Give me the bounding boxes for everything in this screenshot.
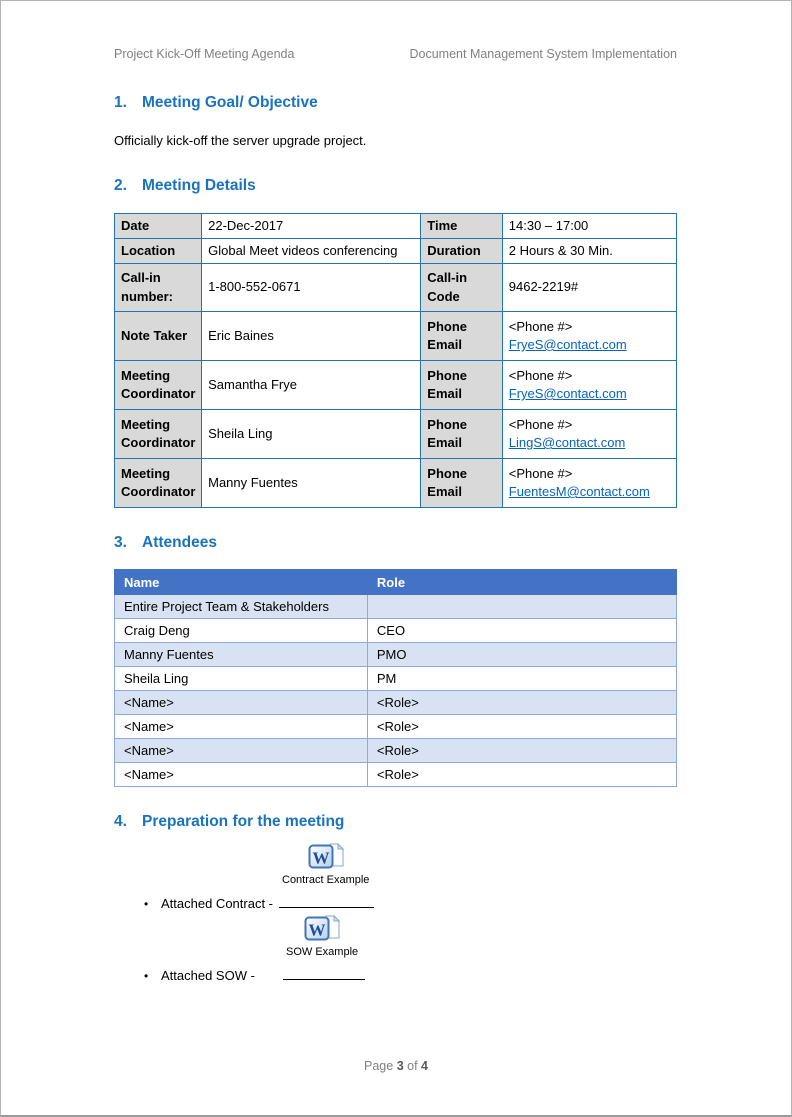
attendee-name: <Name> [115,763,368,787]
detail-value: Global Meet videos conferencing [202,239,421,264]
section-heading-details [114,177,677,195]
table-row [115,459,677,508]
contact-cell [502,312,676,361]
attendee-role [367,595,676,619]
list-item-text: Attached Contract - [161,896,273,911]
table-row [115,214,677,239]
table-row [115,667,677,691]
attendee-role: PMO [367,643,676,667]
contact-cell [502,459,676,508]
contact-cell [502,410,676,459]
attendee-role: <Role> [367,691,676,715]
detail-label: Time [421,214,502,239]
table-row [115,312,677,361]
header-left-title: Project Kick-Off Meeting Agenda [114,47,295,61]
column-header-role: Role [367,570,676,595]
phone-placeholder: <Phone #> [508,465,573,481]
bullet-marker: • [144,969,149,983]
page-header [114,1,677,61]
attendee-name: Entire Project Team & Stakeholders [115,595,368,619]
detail-label: Phone Email [421,459,502,508]
table-header-row [115,570,677,595]
footer-total-pages: 4 [421,1059,428,1073]
attendee-role: PM [367,667,676,691]
phone-placeholder: <Phone #> [508,416,573,432]
section-number: 2. [114,177,127,194]
table-row [115,361,677,410]
attendee-name: Manny Fuentes [115,643,368,667]
attachment-contract[interactable] [282,841,369,886]
column-header-name: Name [115,570,368,595]
footer-page-number: 3 [396,1059,404,1073]
table-row [115,763,677,787]
table-row [115,239,677,264]
detail-label: Duration [421,239,502,264]
section-number: 3. [114,534,127,551]
section-number: 1. [114,94,127,111]
attendees-table [114,569,677,787]
phone-placeholder: <Phone #> [508,367,573,383]
email-link[interactable]: LingS@contact.com [508,435,626,450]
section-title: Preparation for the meeting [142,813,345,830]
svg-text:W: W [308,920,326,940]
section-heading-preparation [114,813,677,831]
detail-value: 2 Hours & 30 Min. [502,239,676,264]
footer-label: of [407,1059,418,1073]
detail-label: Call-in number: [115,264,202,312]
page-footer [1,1059,791,1073]
meeting-details-table [114,213,677,508]
goal-body-text: Officially kick-off the server upgrade project. [114,133,367,148]
list-item-attached-sow [144,966,677,983]
section-heading-goal [114,94,677,112]
table-row [115,264,677,312]
list-item-text: Attached SOW - [161,968,255,983]
detail-value: 1-800-552-0671 [202,264,421,312]
phone-placeholder: <Phone #> [508,318,573,334]
header-right-title: Document Management System Implementation [409,47,677,61]
list-item-attached-contract [144,894,677,911]
detail-label: Date [115,214,202,239]
table-row [115,739,677,763]
email-link[interactable]: FryeS@contact.com [508,337,627,352]
section-title: Meeting Goal/ Objective [142,94,318,111]
detail-label: Note Taker [115,312,202,361]
attachment-caption: Contract Example [282,874,370,886]
blank-underline [279,894,374,908]
attendee-role: CEO [367,619,676,643]
contact-cell [502,361,676,410]
detail-label: Call-in Code [421,264,502,312]
table-row [115,643,677,667]
email-link[interactable]: FuentesM@contact.com [508,484,650,499]
detail-value: 22-Dec-2017 [202,214,421,239]
detail-label: Meeting Coordinator [115,459,202,508]
detail-label: Location [115,239,202,264]
attendee-name: <Name> [115,739,368,763]
detail-label: Phone Email [421,361,502,410]
word-document-icon[interactable] [304,913,340,945]
table-row [115,595,677,619]
section-title: Attendees [142,534,217,551]
blank-underline [283,966,365,980]
detail-label: Phone Email [421,410,502,459]
attendee-name: Craig Deng [115,619,368,643]
bullet-marker: • [144,897,149,911]
attendee-role: <Role> [367,739,676,763]
detail-value: Eric Baines [202,312,421,361]
attendee-role: <Role> [367,763,676,787]
detail-label: Meeting Coordinator [115,410,202,459]
table-row [115,715,677,739]
detail-value: Samantha Frye [202,361,421,410]
section-number: 4. [114,813,127,830]
table-row [115,619,677,643]
attendee-name: <Name> [115,715,368,739]
footer-label: Page [364,1059,394,1073]
detail-label: Phone Email [421,312,502,361]
attendee-role: <Role> [367,715,676,739]
detail-value: Sheila Ling [202,410,421,459]
attendee-name: Sheila Ling [115,667,368,691]
table-row [115,691,677,715]
detail-label: Meeting Coordinator [115,361,202,410]
email-link[interactable]: FryeS@contact.com [508,386,627,401]
attachment-caption: SOW Example [286,946,359,958]
word-document-icon[interactable] [308,841,344,873]
attendee-name: <Name> [115,691,368,715]
table-row [115,410,677,459]
section-title: Meeting Details [142,177,256,194]
svg-text:W: W [312,848,330,868]
detail-value: 14:30 – 17:00 [502,214,676,239]
detail-value: Manny Fuentes [202,459,421,508]
section-heading-attendees [114,534,677,552]
attachment-sow[interactable] [286,913,358,958]
detail-value: 9462-2219# [502,264,676,312]
